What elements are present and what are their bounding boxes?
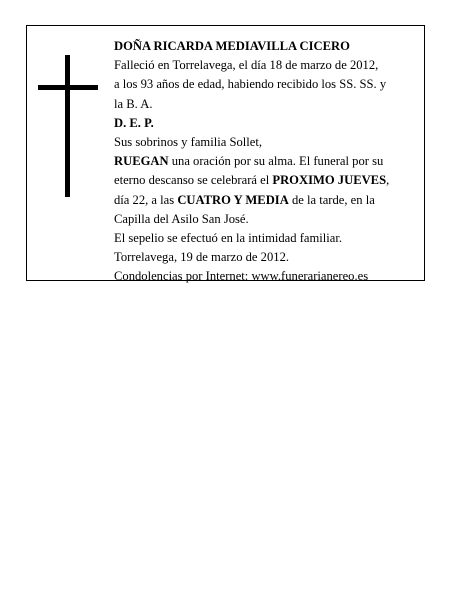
cuatro-y-media-text: CUATRO Y MEDIA bbox=[177, 192, 289, 207]
prayer-line-3-start: día 22, a las bbox=[114, 192, 178, 207]
cross-horizontal-bar bbox=[38, 85, 98, 90]
prayer-line-2-end: , bbox=[386, 173, 390, 188]
condolences-line: Condolencias por Internet: www.funerarianereo.es bbox=[114, 269, 369, 284]
prayer-line-3 bbox=[114, 191, 419, 210]
place-date-line: Torrelavega, 19 de marzo de 2012. bbox=[114, 250, 290, 265]
prayer-line-1 bbox=[114, 152, 419, 171]
dep-text: D. E. P. bbox=[114, 115, 154, 130]
notice-body bbox=[114, 37, 419, 287]
prayer-line-2 bbox=[114, 171, 419, 190]
obituary-notice bbox=[26, 25, 425, 284]
prayer-line-1-rest: una oración por su alma. El funeral por su bbox=[168, 154, 384, 169]
proximo-jueves-text: PROXIMO JUEVES bbox=[272, 173, 387, 188]
cross-vertical-bar bbox=[65, 55, 70, 197]
prayer-line-4: Capilla del Asilo San José. bbox=[114, 211, 249, 226]
cross-icon bbox=[38, 55, 98, 197]
death-line-3: la B. A. bbox=[114, 96, 153, 111]
ruegan-text: RUEGAN bbox=[114, 154, 169, 169]
prayer-line-2-start: eterno descanso se celebrará el bbox=[114, 173, 273, 188]
family-line: Sus sobrinos y familia Sollet, bbox=[114, 135, 262, 150]
burial-line: El sepelio se efectuó en la intimidad familiar. bbox=[114, 231, 343, 246]
death-line-2: a los 93 años de edad, habiendo recibido los SS. SS. y bbox=[114, 77, 387, 92]
prayer-line-3-end: de la tarde, en la bbox=[288, 192, 375, 207]
death-line-1: Falleció en Torrelavega, el día 18 de marzo de 2012, bbox=[114, 58, 379, 73]
deceased-name: DOÑA RICARDA MEDIAVILLA CICERO bbox=[114, 39, 350, 53]
